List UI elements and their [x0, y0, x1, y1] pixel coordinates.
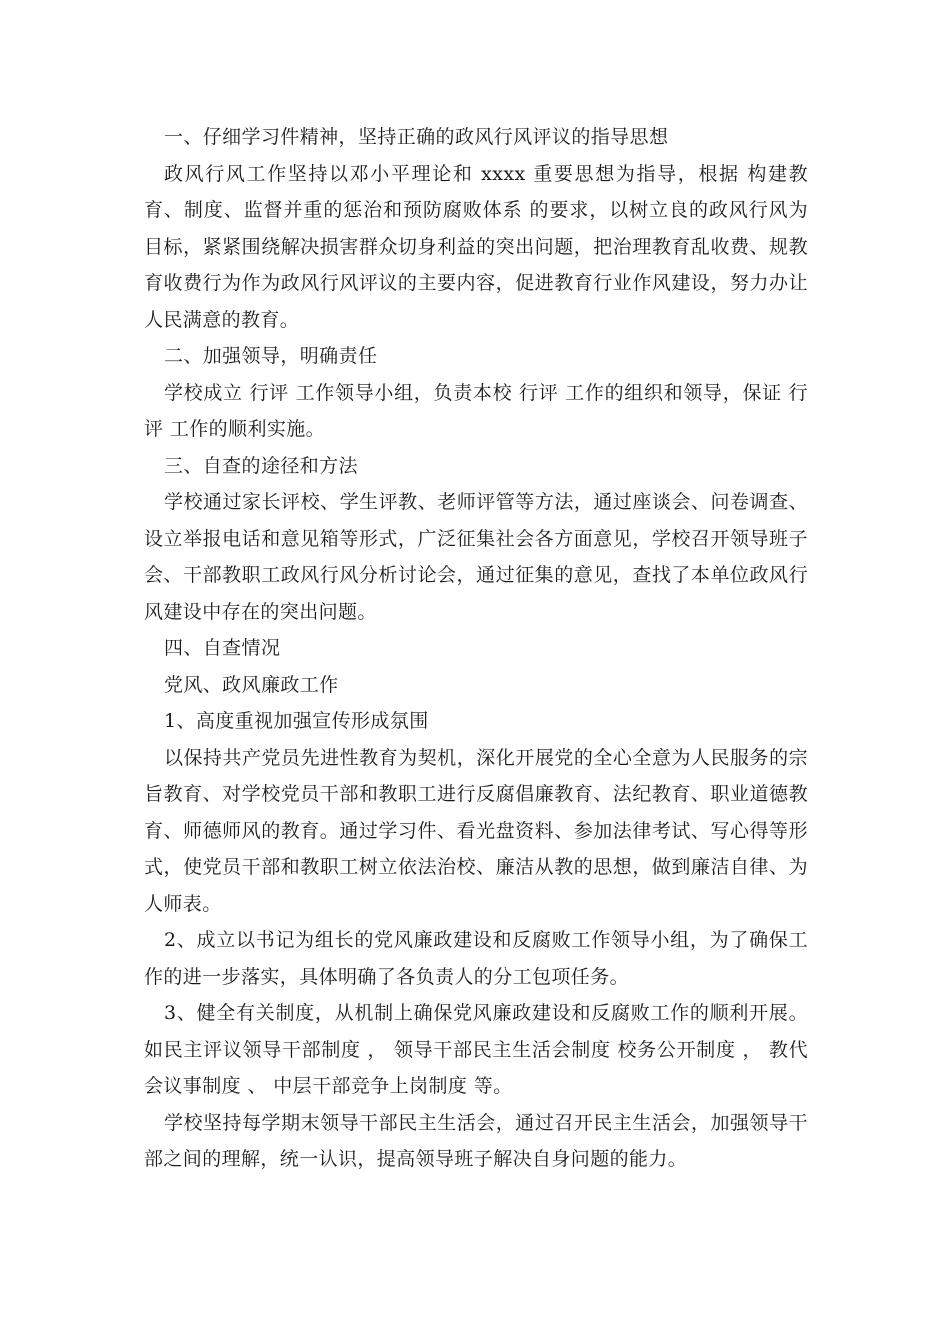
heading-1: 一、仔细学习件精神，坚持正确的政风行风评议的指导思想: [163, 126, 669, 148]
heading-2: 二、加强领导，明确责任: [163, 345, 378, 367]
heading-4: 四、自查情况: [163, 637, 281, 659]
heading-3: 三、自查的途径和方法: [163, 454, 358, 477]
paragraph-education: 以保持共产党员先进性教育为契机，深化开展党的全心全意为人民服务的宗旨教育、对学校党员干部和教职工进行反腐倡廉教育、法纪教育、职业道德教育、师德师风的教育。通过学习件、看光盘资料、参加法律考试、写心得等形式，使党员干部和教职工树立依法治校、廉洁从教的思想，做到廉洁自律、为人师表。: [144, 746, 808, 915]
document-body: [144, 119, 808, 1178]
paragraph-democratic-life: 学校坚持每学期末领导干部民主生活会，通过召开民主生活会，加强领导干部之间的理解，统一认识，提高领导班子解决自身问题的能力。: [144, 1111, 808, 1170]
paragraph-methods: 学校通过家长评校、学生评教、老师评管等方法，通过座谈会、问卷调查、设立举报电话和意见箱等形式，广泛征集社会各方面意见，学校召开领导班子会、干部教职工政风行风分析讨论会，通过征集的意见，查找了本单位政风行风建设中存在的突出问题。: [144, 491, 808, 623]
item-2: 2、成立以书记为组长的党风廉政建设和反腐败工作领导小组，为了确保工作的进一步落实，具体明确了各负责人的分工包项任务。: [144, 929, 808, 988]
paragraph-leadership: 学校成立 行评 工作领导小组，负责本校 行评 工作的组织和领导，保证 行评 工作的顺利实施。: [144, 381, 808, 440]
item-1-heading: 1、高度重视加强宣传形成氛围: [163, 710, 429, 732]
paragraph-guiding-thought: 政风行风工作坚持以邓小平理论和 xxxx 重要思想为指导，根据 构建教育、制度、监督并重的惩治和预防腐败体系 的要求，以树立良的政风行风为目标，紧紧围绕解决损害群众切身利益的突出问题，把治理教育乱收费、规教育收费行为作为政风行风评议的主要内容，促进教育行业作风建设，努力办让人民满意的教育。: [144, 162, 808, 331]
subheading-party-work: 党风、政风廉政工作: [163, 673, 339, 696]
item-3: 3、健全有关制度，从机制上确保党风廉政建设和反腐败工作的顺利开展。如民主评议领导干部制度 ， 领导干部民主生活会制度 校务公开制度 ， 教代会议事制度 、 中层干部竞争上岗制度 等。: [144, 1002, 808, 1097]
